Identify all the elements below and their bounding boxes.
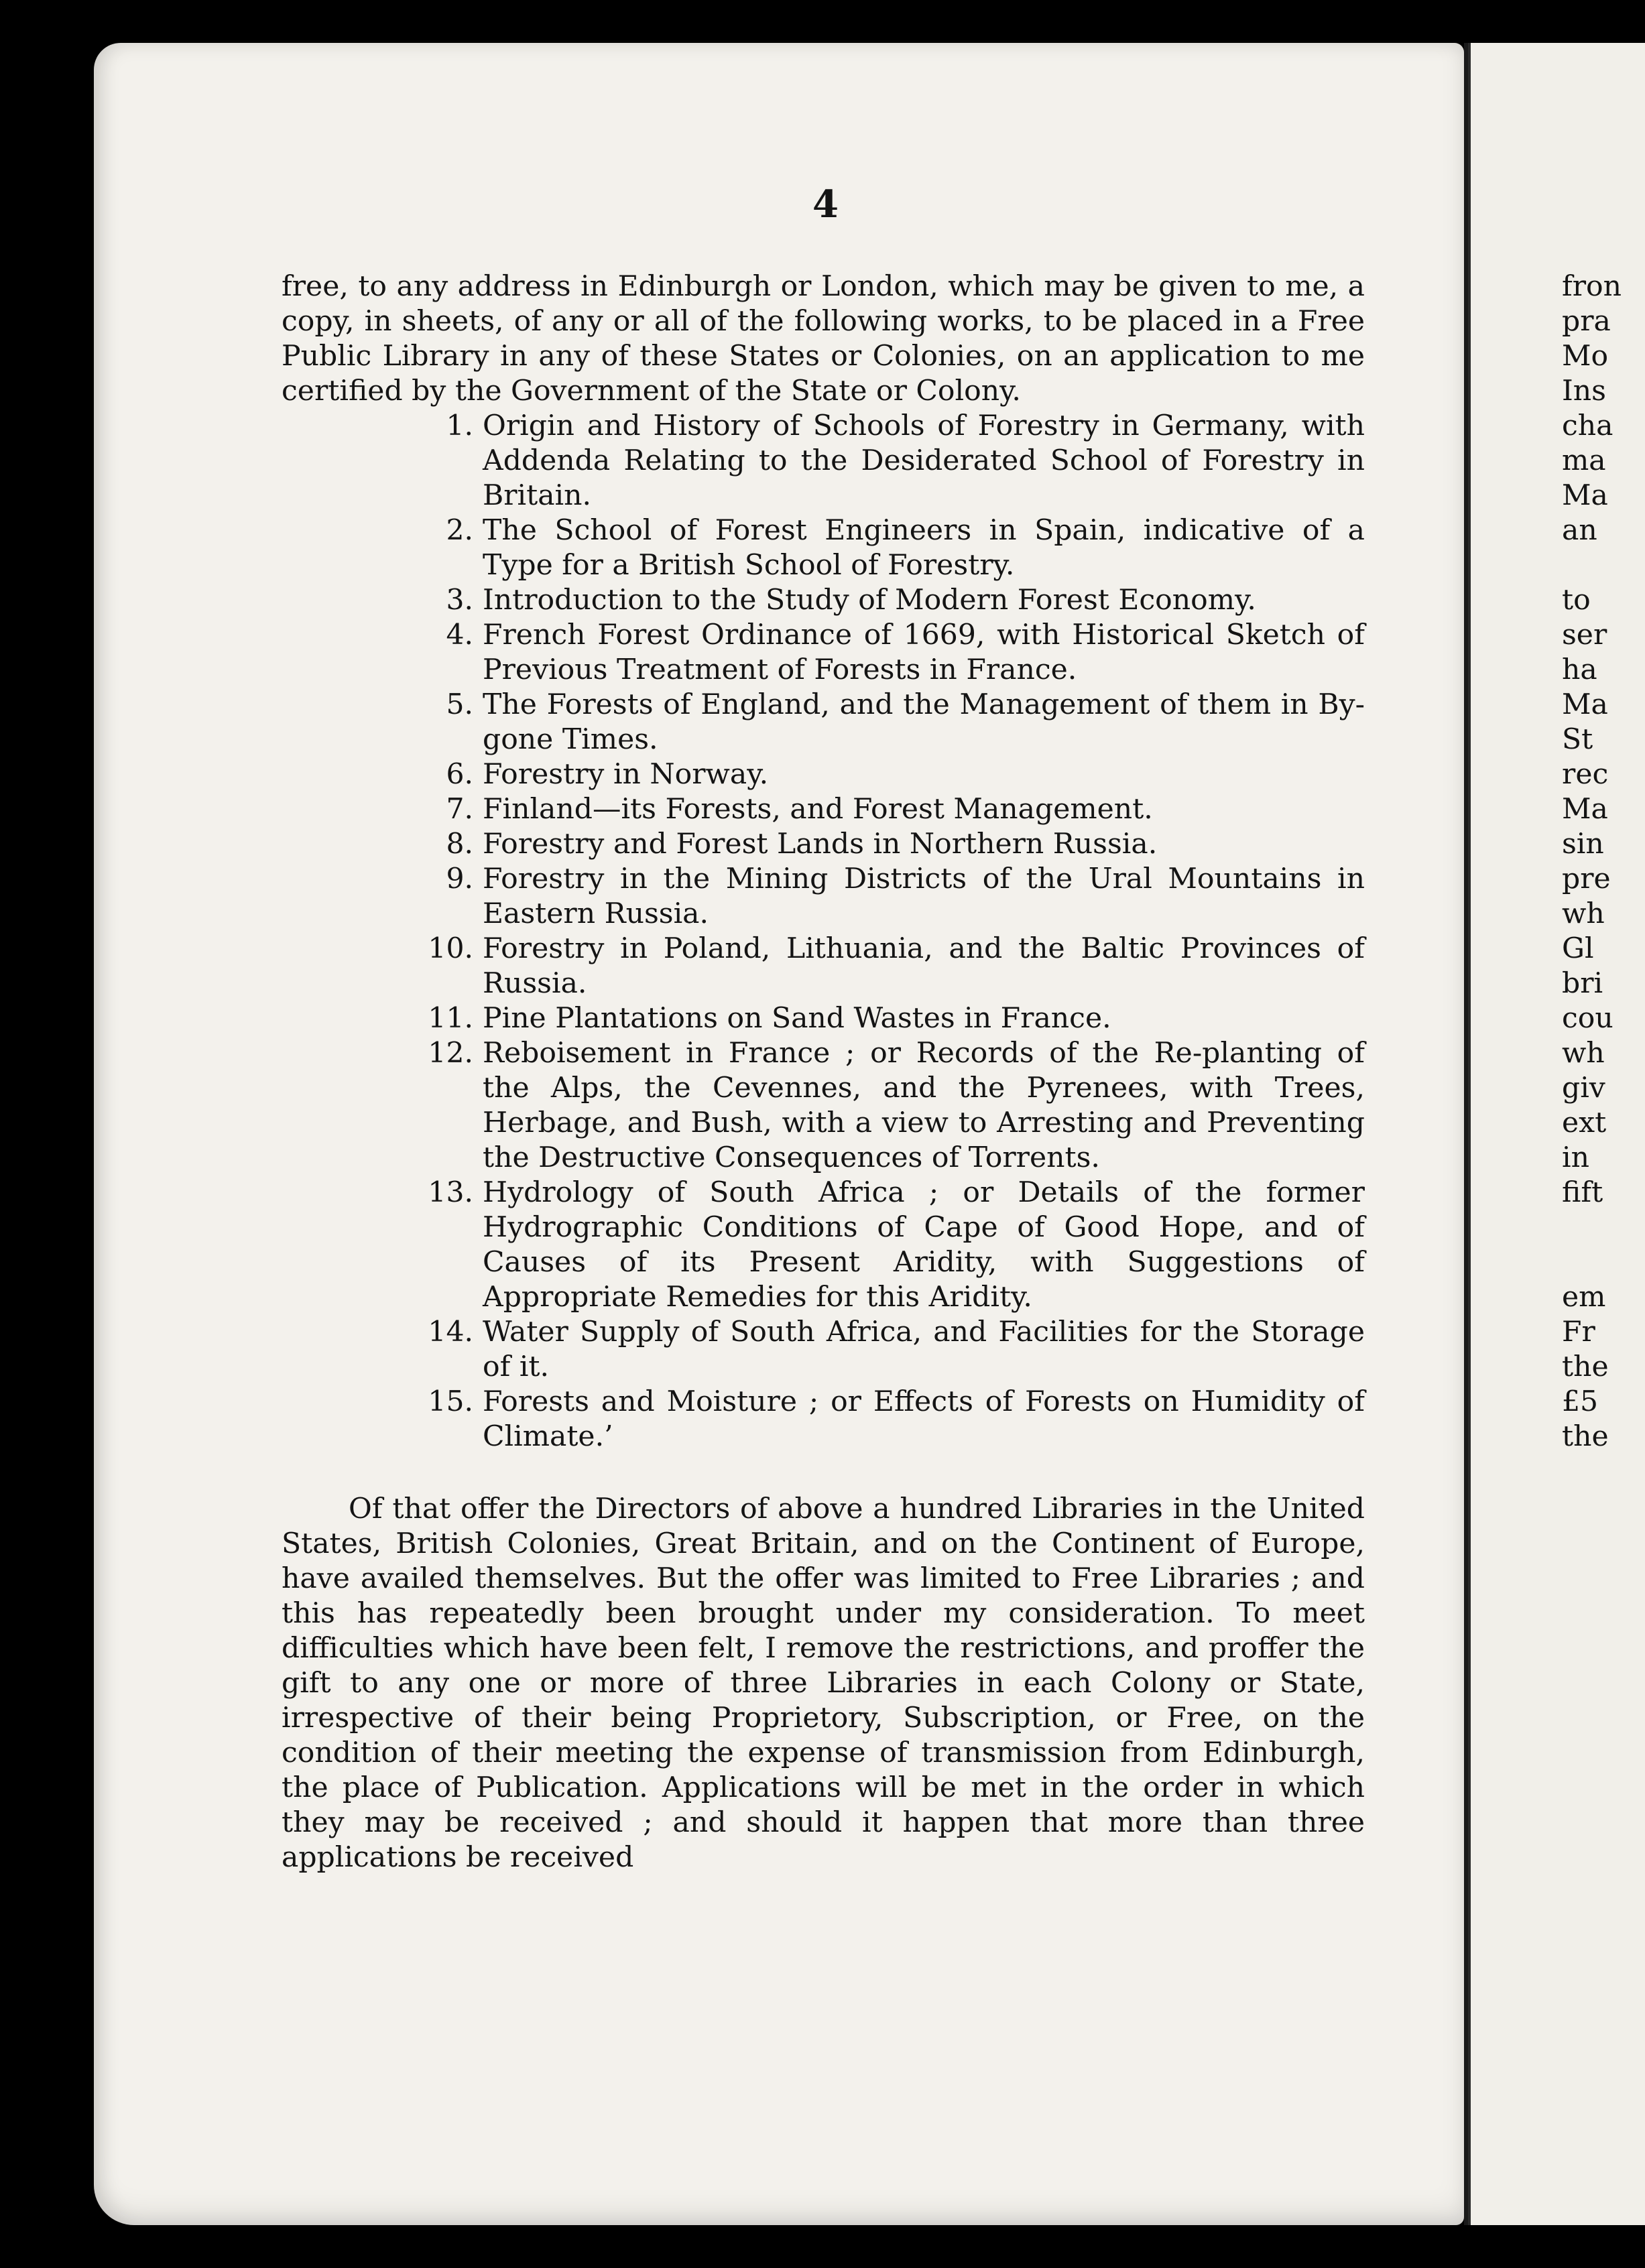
work-title: Forestry and Forest Lands in Northern Russia. <box>483 828 1158 861</box>
work-number: 7. <box>446 793 473 826</box>
work-number: 15. <box>428 1385 473 1418</box>
work-title: Introduction to the Study of Modern Forest Economy. <box>483 584 1256 617</box>
work-title: Forestry in Poland, Lithuania, and the Baltic Provinces of Russia. <box>483 932 1365 1000</box>
facing-page-fragment: in <box>1562 1141 1589 1174</box>
work-number: 5. <box>446 688 473 721</box>
work-item <box>282 688 1365 757</box>
work-item <box>282 583 1365 618</box>
facing-page-fragment: wh <box>1562 897 1605 930</box>
work-number: 6. <box>446 758 473 791</box>
work-number: 1. <box>446 410 473 442</box>
work-item <box>282 827 1365 862</box>
facing-page-fragment: the <box>1562 1420 1609 1453</box>
facing-page <box>1468 43 1645 2225</box>
work-title: Origin and History of Schools of Forestry in Germany, with Addenda Relating to the Desiderated School of Forestry in Britain. <box>483 410 1365 512</box>
work-number: 9. <box>446 863 473 895</box>
work-item <box>282 1385 1365 1454</box>
facing-page-fragment: fron <box>1562 270 1622 303</box>
facing-page-fragment: the <box>1562 1350 1609 1383</box>
work-number: 10. <box>428 932 473 965</box>
work-item <box>282 409 1365 513</box>
works-list <box>282 409 1365 1454</box>
facing-page-fragment: rec <box>1562 758 1609 791</box>
work-title: Hydrology of South Africa ; or Details of the former Hydrographic Conditions of Cape of Good Hope, and of Causes of its Present Aridity, with Suggestions of Appropriate Remedies for this Aridity. <box>483 1176 1365 1314</box>
facing-page-gap <box>1562 1210 1613 1245</box>
facing-page-fragment: Mo <box>1562 340 1609 373</box>
intro-paragraph: free, to any address in Edinburgh or London, which may be given to me, a copy, in sheets, of any or all of the following works, to be placed in a Free Public Library in any of these States or Colonies, on an application to me certified by the Government of the State or Colony. <box>282 270 1365 407</box>
facing-page-fragment: an <box>1562 514 1597 547</box>
work-title: Forestry in Norway. <box>483 758 769 791</box>
work-title: Forests and Moisture ; or Effects of Forests on Humidity of Climate.’ <box>483 1385 1365 1453</box>
work-title: Water Supply of South Africa, and Facilities for the Storage of it. <box>483 1316 1365 1383</box>
work-item <box>282 513 1365 583</box>
work-item <box>282 932 1365 1001</box>
facing-page-fragment: wh <box>1562 1037 1605 1070</box>
facing-page-fragment: bri <box>1562 967 1603 1000</box>
facing-page-fragment: Ma <box>1562 688 1608 721</box>
work-item <box>282 1001 1365 1036</box>
facing-page-fragment: fift <box>1562 1176 1603 1209</box>
work-item <box>282 757 1365 792</box>
work-item <box>282 1176 1365 1315</box>
facing-page-fragment: cou <box>1562 1002 1613 1035</box>
facing-page-fragment: pra <box>1562 305 1611 338</box>
work-number: 14. <box>428 1316 473 1348</box>
work-number: 3. <box>446 584 473 617</box>
facing-page-fragment: Gl <box>1562 932 1594 965</box>
facing-page-fragment: pre <box>1562 863 1611 895</box>
work-item <box>282 862 1365 932</box>
facing-page-fragment: cha <box>1562 410 1613 442</box>
facing-page-fragment: Ins <box>1562 375 1606 407</box>
work-title: The School of Forest Engineers in Spain, indicative of a Type for a British School of Forestry. <box>483 514 1365 582</box>
facing-page-gap <box>1562 548 1613 583</box>
facing-page-fragment: sin <box>1562 828 1604 861</box>
work-item <box>282 1315 1365 1385</box>
facing-page-fragment: ser <box>1562 619 1607 651</box>
work-title: Finland—its Forests, and Forest Management. <box>483 793 1153 826</box>
closing-paragraph: Of that offer the Directors of above a hundred Libraries in the United States, British Colonies, Great Britain, and on the Continent of Europe, have availed themselves. But the offer was limited to Free Libraries ; and this has repeatedly been brought under my consideration. To meet difficulties which have been felt, I remove the restrictions, and proffer the gift to any one or more of three Libraries in each Colony or State, irrespective of their being Proprietory, Subscription, or Free, on the condition of their meeting the expense of transmission from Edinburgh, the place of Publication. Applications will be met in the order in which they may be received ; and should it happen that more than three applications be received <box>282 1493 1365 1874</box>
work-number: 8. <box>446 828 473 861</box>
work-number: 11. <box>428 1002 473 1035</box>
work-title: French Forest Ordinance of 1669, with Historical Sketch of Previous Treatment of Forests in France. <box>483 619 1365 686</box>
work-item <box>282 792 1365 827</box>
facing-page-text <box>1562 269 1622 1454</box>
facing-page-fragment: ma <box>1562 444 1606 477</box>
facing-page-fragment: £5 <box>1562 1385 1599 1418</box>
work-title: The Forests of England, and the Management of them in By-gone Times. <box>483 688 1365 756</box>
work-item <box>282 1036 1365 1176</box>
facing-page-fragment: Ma <box>1562 479 1608 512</box>
facing-page-fragment: Fr <box>1562 1316 1595 1348</box>
work-number: 4. <box>446 619 473 651</box>
facing-page-gap <box>1562 1245 1613 1280</box>
page-text <box>282 269 1365 1875</box>
facing-page-fragment: to <box>1562 584 1591 617</box>
work-title: Pine Plantations on Sand Wastes in France. <box>483 1002 1111 1035</box>
facing-page-fragment: em <box>1562 1281 1606 1314</box>
work-item <box>282 618 1365 688</box>
facing-page-fragment: ha <box>1562 653 1597 686</box>
work-number: 2. <box>446 514 473 547</box>
facing-page-fragment: ext <box>1562 1107 1607 1139</box>
work-number: 13. <box>428 1176 473 1209</box>
page-number: 4 <box>812 182 839 227</box>
work-title: Forestry in the Mining Districts of the Ural Mountains in Eastern Russia. <box>483 863 1365 930</box>
facing-page-fragment: giv <box>1562 1072 1605 1105</box>
work-number: 12. <box>428 1037 473 1070</box>
work-title: Reboisement in France ; or Records of the Re-planting of the Alps, the Cevennes, and the Pyrenees, with Trees, Herbage, and Bush, with a view to Arresting and Preventing the Destructive Consequences of Torrents. <box>483 1037 1365 1174</box>
facing-page-fragment: St <box>1562 723 1593 756</box>
facing-page-fragment: Ma <box>1562 793 1608 826</box>
